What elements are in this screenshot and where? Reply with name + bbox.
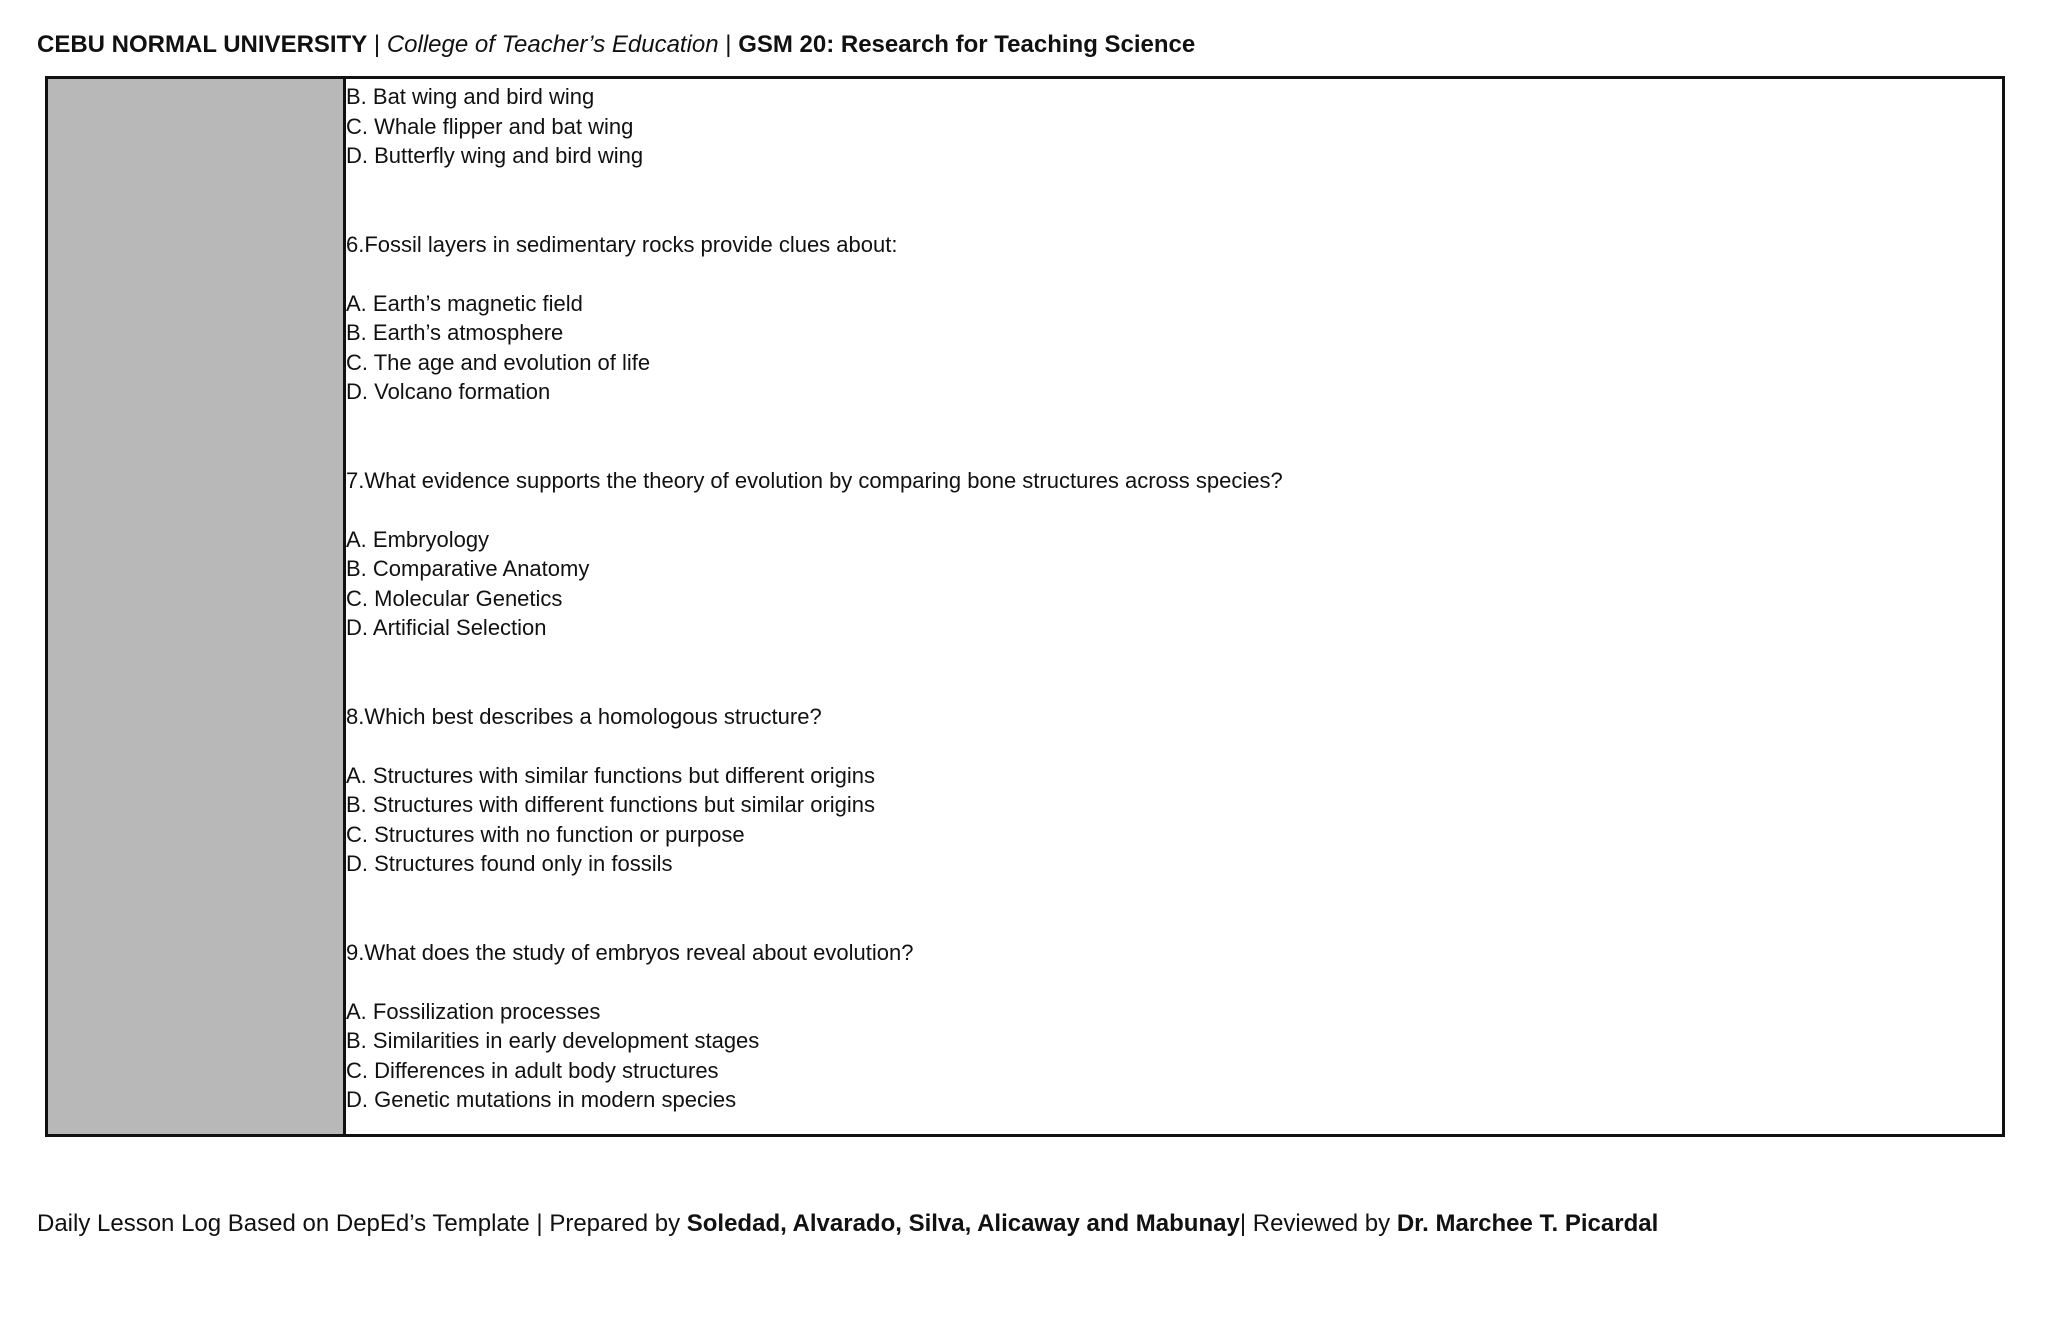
- question-option: A. Fossilization processes: [346, 998, 601, 1024]
- header-separator: |: [718, 31, 739, 58]
- question-text: 9.What does the study of embryos reveal about evolution?: [346, 939, 914, 965]
- question-text: 8.Which best describes a homologous structure?: [346, 703, 822, 729]
- college-name: College of Teacher’s Education: [386, 31, 719, 58]
- question-text: 7.What evidence supports the theory of evolution by comparing bone structures across species?: [346, 467, 1283, 493]
- question-option: D. Volcano formation: [346, 379, 551, 404]
- question-option: C. The age and evolution of life: [346, 349, 651, 375]
- header-separator: |: [367, 31, 387, 58]
- question-option: D. Artificial Selection: [346, 615, 547, 640]
- question-option: A. Embryology: [346, 526, 490, 552]
- footer-middle: | Reviewed by: [1239, 1210, 1397, 1237]
- question-option: B. Comparative Anatomy: [346, 556, 590, 581]
- question-option: B. Earth’s atmosphere: [346, 320, 564, 345]
- university-name: CEBU NORMAL UNIVERSITY: [37, 31, 368, 58]
- lesson-table: [45, 76, 2005, 1137]
- course-title: GSM 20: Research for Teaching Science: [738, 31, 1196, 58]
- table-label-cell: [48, 79, 346, 1134]
- question-option: C. Differences in adult body structures: [346, 1057, 719, 1083]
- footer-prefix: Daily Lesson Log Based on DepEd’s Template | Prepared by: [37, 1210, 687, 1237]
- question-option: B. Structures with different functions but similar origins: [346, 792, 876, 817]
- question-option: A. Structures with similar functions but different origins: [346, 762, 876, 788]
- question-option: C. Molecular Genetics: [346, 585, 563, 611]
- question-text: 6.Fossil layers in sedimentary rocks provide clues about:: [346, 231, 898, 257]
- preparers-names: Soledad, Alvarado, Silva, Alicaway and Mabunay: [686, 1210, 1240, 1237]
- question-option: D. Butterfly wing and bird wing: [346, 143, 644, 168]
- page-header: [37, 29, 1195, 61]
- question-option: D. Genetic mutations in modern species: [346, 1087, 737, 1112]
- question-option: B. Similarities in early development stages: [346, 1028, 760, 1053]
- question-option: C. Whale flipper and bat wing: [346, 113, 634, 139]
- reviewer-name: Dr. Marchee T. Picardal: [1396, 1210, 1659, 1237]
- question-option: B. Bat wing and bird wing: [346, 84, 595, 109]
- page-footer: [37, 1208, 1658, 1240]
- question-option: C. Structures with no function or purpose: [346, 821, 745, 847]
- table-content-cell: [346, 79, 2002, 1134]
- question-option: D. Structures found only in fossils: [346, 851, 673, 876]
- question-option: A. Earth’s magnetic field: [346, 290, 583, 316]
